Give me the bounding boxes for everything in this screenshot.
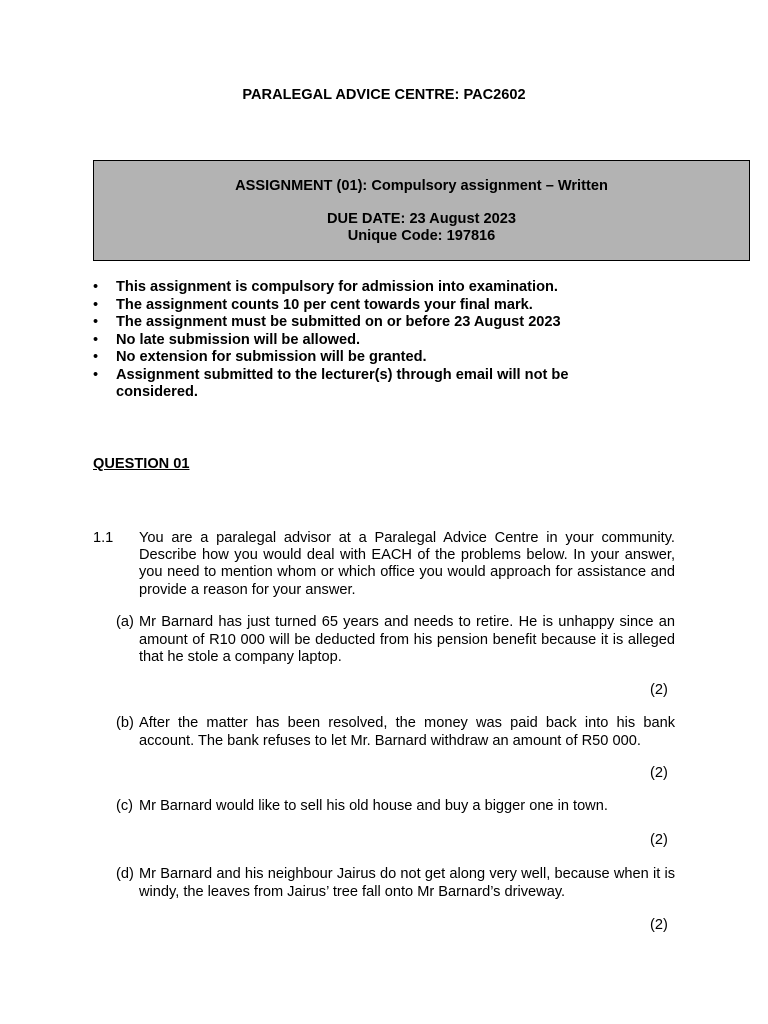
question-intro: You are a paralegal advisor at a Paralegal Advice Centre in your community. Describe how you would deal with EACH of the problems below. In your answer, you need to mention whom or which office you would approach for assistance and provide a reason for your answer. xyxy=(139,530,675,598)
list-item xyxy=(93,349,713,367)
question-heading: QUESTION 01 xyxy=(93,456,190,472)
unique-code: Unique Code: 197816 xyxy=(347,228,496,244)
list-item-text: No extension for submission will be granted. xyxy=(116,349,427,365)
bullet-icon: • xyxy=(93,314,99,330)
list-item-text: The assignment counts 10 per cent towards your final mark. xyxy=(116,296,533,313)
part-label: (c) xyxy=(116,798,134,814)
list-item xyxy=(93,332,713,350)
part-text: After the matter has been resolved, the money was paid back into his bank account. The bank refuses to let Mr. Barnard withdraw an amount of R50 000. xyxy=(139,715,675,749)
part-marks: (2) xyxy=(650,765,668,781)
list-item xyxy=(93,297,713,315)
bullet-icon: • xyxy=(93,331,99,348)
bullet-icon: • xyxy=(93,349,99,365)
part-marks: (2) xyxy=(650,832,668,848)
bullet-icon: • xyxy=(93,279,99,295)
part-text: Mr Barnard would like to sell his old house and buy a bigger one in town. xyxy=(139,798,608,814)
list-item-text: Assignment submitted to the lecturer(s) through email will not be considered. xyxy=(116,366,569,400)
part-text: Mr Barnard has just turned 65 years and needs to retire. He is unhappy since an amount of R10 000 will be deducted from his pension benefit because it is alleged that he stole a company laptop. xyxy=(139,614,675,665)
assignment-banner xyxy=(93,160,750,261)
list-item xyxy=(93,367,646,402)
requirements-list xyxy=(93,279,713,402)
page-title: PARALEGAL ADVICE CENTRE: PAC2602 xyxy=(242,87,526,103)
list-item xyxy=(93,279,713,297)
list-item-text: The assignment must be submitted on or before 23 August 2023 xyxy=(116,314,561,330)
part-text: Mr Barnard and his neighbour Jairus do not get along very well, because when it is windy, the leaves from Jairus’ tree fall onto Mr Barnard’s driveway. xyxy=(139,866,675,900)
question-number: 1.1 xyxy=(93,530,114,546)
part-marks: (2) xyxy=(650,917,668,933)
bullet-icon: • xyxy=(93,296,99,313)
part-marks: (2) xyxy=(650,682,668,698)
list-item xyxy=(93,314,713,332)
part-label: (b) xyxy=(116,715,134,731)
part-label: (a) xyxy=(116,614,134,630)
bullet-icon: • xyxy=(93,366,99,383)
list-item-text: This assignment is compulsory for admission into examination. xyxy=(116,279,558,295)
part-label: (d) xyxy=(116,866,134,882)
due-date: DUE DATE: 23 August 2023 xyxy=(327,211,516,227)
list-item-text: No late submission will be allowed. xyxy=(116,331,361,348)
assignment-title: ASSIGNMENT (01): Compulsory assignment – Written xyxy=(235,178,608,194)
